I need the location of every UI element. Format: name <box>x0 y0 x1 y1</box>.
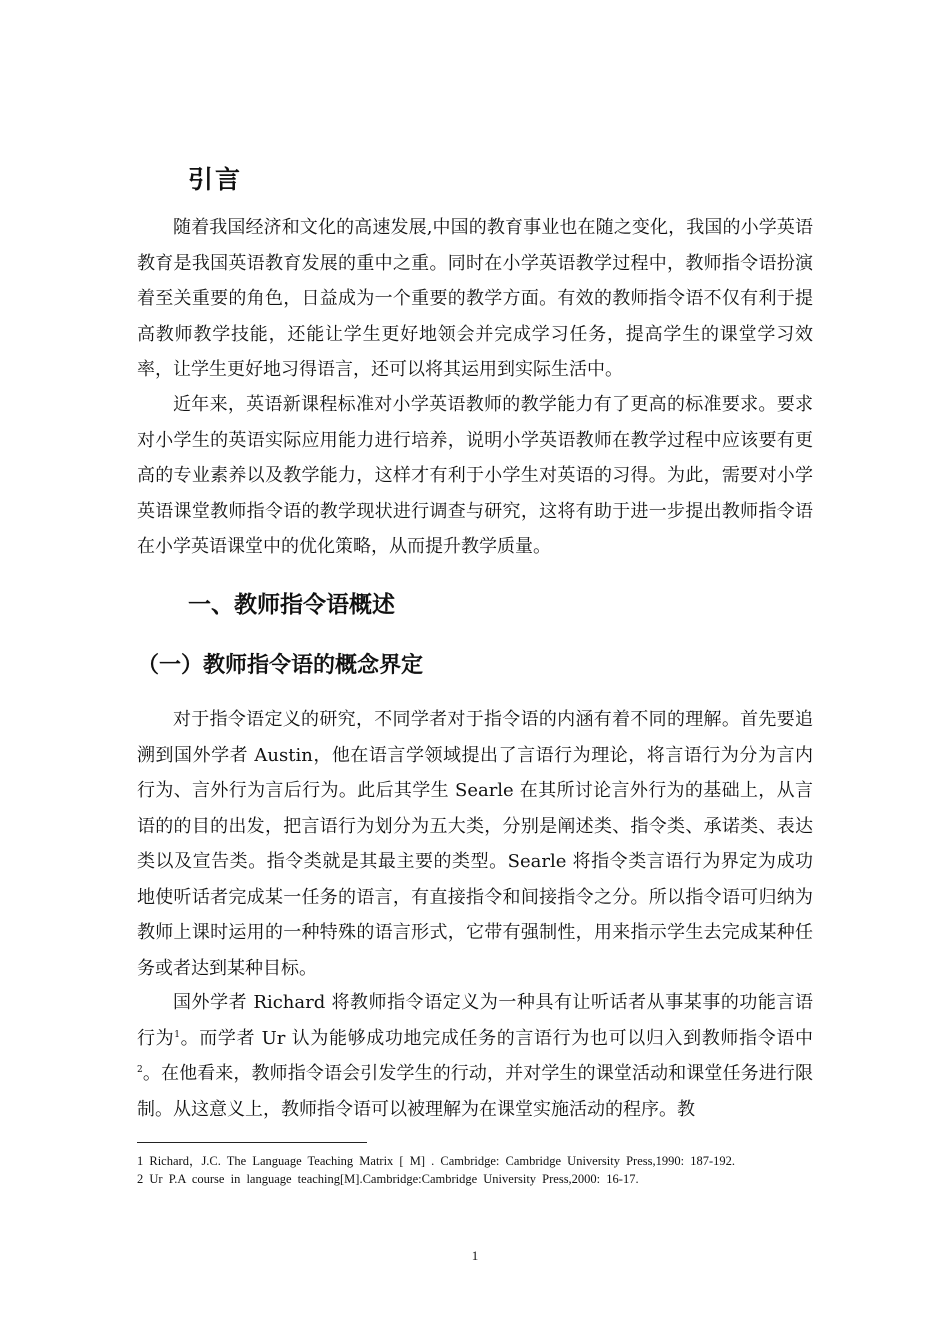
paragraph-text-part-2: 。而学者 Ur 认为能够成功地完成任务的言语行为也可以归入到教师指令语中 <box>180 1027 813 1049</box>
page-number: 1 <box>471 1248 479 1263</box>
section-heading: 一、教师指令语概述 <box>188 592 395 618</box>
subsection-heading: （一）教师指令语的概念界定 <box>137 653 424 678</box>
intro-paragraph-1: 随着我国经济和文化的高速发展,中国的教育事业也在随之变化，我国的小学英语教育是我国英语教育发展的重中之重。同时在小学英语教学过程中，教师指令语扮演着至关重要的角色，日益成为一个重要的教学方面。有效的教师指令语不仅有利于提高教师教学技能，还能让学生更好地领会并完成学习任务，提高学生的课堂学习效率，让学生更好地习得语言，还可以将其运用到实际生活中。 <box>137 217 813 380</box>
paragraph-text-part-1: 国外学者 Richard 将教师指令语定义为一种具有让听话者从事某事的功能言语行为 <box>137 992 813 1049</box>
definition-paragraph-1: 对于指令语定义的研究，不同学者对于指令语的内涵有着不同的理解。首先要追溯到国外学者 Austin，他在语言学领域提出了言语行为理论，将言语行为分为言内行为、言外行为言后行为。此后其学生 Searle 在其所讨论言外行为的基础上，从言语的的目的出发，把言语行为划分为五大类，分别是阐述类、指令类、承诺类、表达类以及宣告类。指令类就是其最主要的类型。Searle 将指令类言语行为界定为成功地使听话者完成某一任务的语言，有直接指令和间接指令之分。所以指令语可归纳为教师上课时运用的一种特殊的语言形式，它带有强制性，用来指示学生去完成某种任务或者达到某种目标。 <box>137 709 813 979</box>
intro-heading: 引言 <box>188 165 243 194</box>
footnote-ref-2: 2 <box>137 1065 143 1075</box>
intro-paragraph-2: 近年来，英语新课程标准对小学英语教师的教学能力有了更高的标准要求。要求对小学生的英语实际应用能力进行培养，说明小学英语教师在教学过程中应该要有更高的专业素养以及教学能力，这样才有利于小学生对英语的习得。为此，需要对小学英语课堂教师指令语的教学现状进行调查与研究，这将有助于进一步提出教师指令语在小学英语课堂中的优化策略，从而提升教学质量。 <box>137 394 813 557</box>
footnote-1: 1 Richard，J.C. The Language Teaching Matrix [ M] . Cambridge: Cambridge University Press,1990: 187-192. <box>137 1154 735 1168</box>
paragraph-text-part-3: 。在他看来，教师指令语会引发学生的行动，并对学生的课堂活动和课堂任务进行限制。从这意义上，教师指令语可以被理解为在课堂实施活动的程序。教 <box>137 1063 813 1120</box>
definition-paragraph-2 <box>137 985 813 1127</box>
footnote-divider <box>137 1142 367 1143</box>
footnote-ref-1: 1 <box>174 1029 181 1040</box>
footnotes <box>137 1153 813 1189</box>
footnote-2: 2 Ur P.A course in language teaching[M].Cambridge:Cambridge University Press,2000: 16-17. <box>137 1172 639 1186</box>
